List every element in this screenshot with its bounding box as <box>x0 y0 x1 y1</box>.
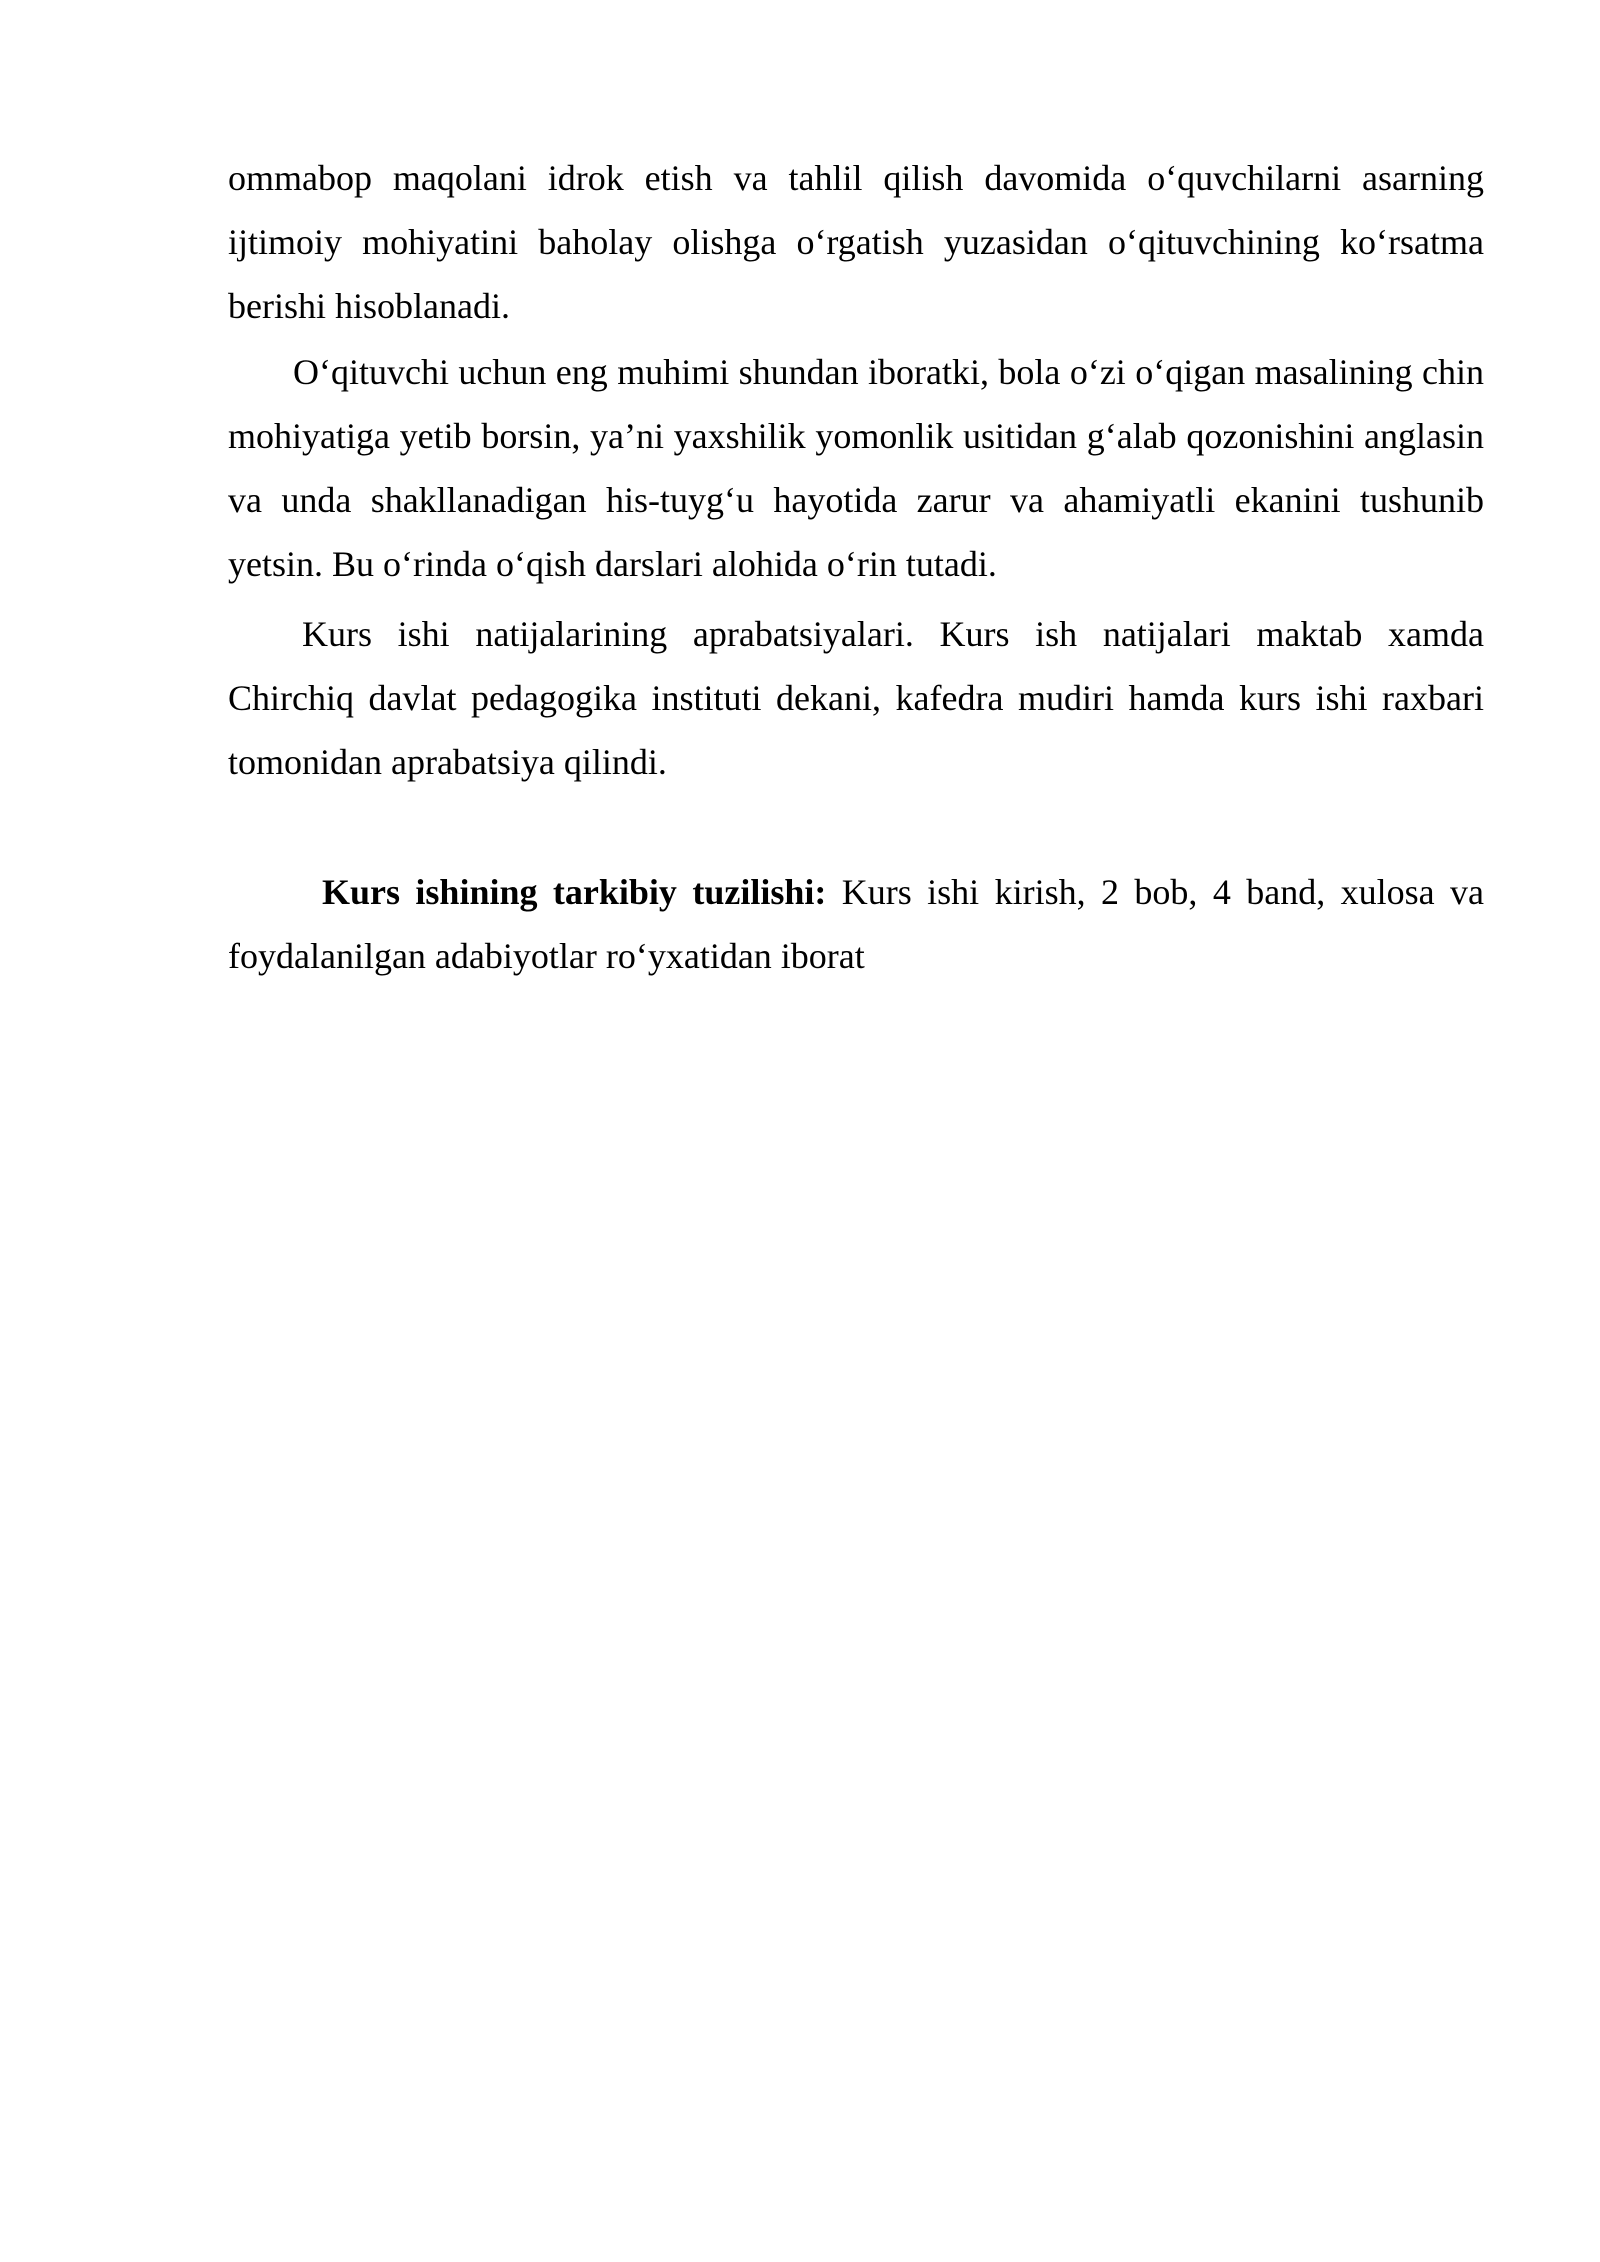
paragraph-1 <box>228 146 1484 338</box>
paragraph-2 <box>228 340 1484 596</box>
paragraph-1-text: ommabop maqolani idrok etish va tahlil qilish davomida o‘quvchilarni asarning ijtimoiy mohiyatini baholay olishga o‘rgatish yuzasidan o‘qituvchining ko‘rsatma berishi hisoblanadi. <box>228 158 1484 326</box>
paragraph-3-text: Kurs ishi natijalarining aprabatsiyalari. Kurs ish natijalari maktab xamda Chirchiq davlat pedagogika instituti dekani, kafedra mudiri hamda kurs ishi raxbari tomonidan aprabatsiya qilindi. <box>228 614 1484 782</box>
paragraph-4-text: Kurs ishi kirish, 2 bob, 4 band, xulosa va foydalanilgan adabiyotlar ro‘yxatidan iborat <box>228 872 1484 976</box>
paragraph-4-heading: Kurs ishining tarkibiy tuzilishi: <box>322 872 827 912</box>
paragraph-3 <box>228 602 1484 794</box>
paragraph-4-body <box>228 860 1484 988</box>
paragraph-2-text: O‘qituvchi uchun eng muhimi shundan iboratki, bola o‘zi o‘qigan masalining chin mohiyatiga yetib borsin, ya’ni yaxshilik yomonlik usitidan g‘alab qozonishini anglasin va unda shakllanadigan his-tuyg‘u hayotida zarur va ahamiyatli ekanini tushunib yetsin. Bu o‘rinda o‘qish darslari alohida o‘rin tutadi. <box>228 352 1484 584</box>
paragraph-4 <box>228 860 1484 988</box>
